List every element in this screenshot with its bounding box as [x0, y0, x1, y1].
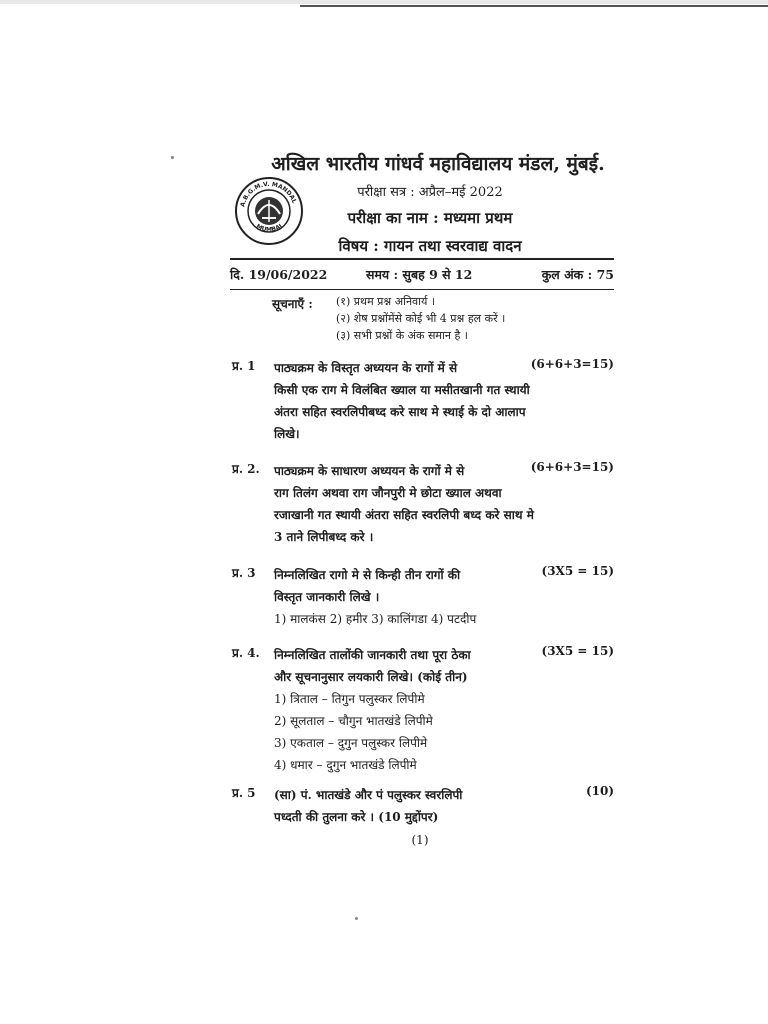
scan-speck [171, 156, 174, 159]
exam-session: परीक्षा सत्र : अप्रैल–मई 2022 [357, 185, 503, 200]
tala-option: 2) सूलताल – चौगुन भातखंडे लिपीमे [274, 714, 433, 728]
instruction-item: (३) सभी प्रश्नों के अंक समान है । [336, 329, 468, 342]
svg-text:A.B.G.M.V. MANDAL: A.B.G.M.V. MANDAL [239, 180, 298, 208]
instructions-list [336, 293, 505, 344]
institution-name: अखिल भारतीय गांधर्व महाविद्यालय मंडल, मुंबई. [271, 153, 605, 175]
question-number: प्र. 1 [232, 359, 256, 373]
instruction-item: (१) प्रथम प्रश्न अनिवार्य । [336, 295, 436, 308]
total-marks: कुल अंक : 75 [541, 267, 614, 282]
exam-date: दि. 19/06/2022 [230, 267, 328, 282]
question-number: प्र. 3 [232, 566, 256, 580]
institution-seal-logo [234, 176, 304, 246]
page-number: (1) [411, 833, 429, 847]
tala-option: 1) त्रिताल – तिगुन पलुस्कर लिपीमे [274, 692, 425, 706]
instruction-item: (२) शेष प्रश्नोंमेंसे कोई भी 4 प्रश्न हल करें । [336, 312, 506, 325]
question-text: (सा) पं. भातखंडे और पं पलुस्कर स्वरलिपी पध्दती की तुलना करे । (10 मुद्दोंपर) [274, 788, 463, 824]
header-rule [230, 258, 614, 260]
question-text: निम्नलिखित रागो मे से किन्ही तीन रागों की विस्तृत जानकारी लिखे । 1) मालकंस 2) हमीर 3) कालिंगडा 4) पटदीप [274, 564, 524, 630]
question-options: 1) मालकंस 2) हमीर 3) कालिंगडा 4) पटदीप [274, 612, 477, 626]
question-marks: (10) [585, 784, 614, 798]
question-number: प्र. 5 [232, 786, 256, 800]
scan-line [300, 5, 768, 7]
question-text: पाठ्यक्रम के साधारण अध्ययन के रागों मे से राग तिलंग अथवा राग जौनपुरी मे छोटा ख्याल अथवा रजाखानी गत स्थायी अंतरा सहित स्वरलिपी बध्द करे साथ मे 3 ताने लिपीबध्द करे । [274, 464, 534, 544]
exam-subject: विषय : गायन तथा स्वरवाद्य वादन [338, 237, 522, 255]
question-marks: (3X5 = 15) [541, 644, 614, 658]
tala-option: 4) धमार – दुगुन भातखंडे लिपीमे [274, 758, 417, 772]
question-number: प्र. 4. [232, 646, 260, 660]
exam-name: परीक्षा का नाम : मध्यमा प्रथम [347, 209, 513, 227]
question-marks: (3X5 = 15) [541, 564, 614, 578]
question-marks: (6+6+3=15) [530, 460, 614, 474]
info-rule [230, 289, 614, 290]
svg-text:MUMBAI: MUMBAI [254, 222, 284, 234]
exam-time: समय : सुबह 9 से 12 [366, 267, 473, 282]
question-number: प्र. 2. [232, 462, 260, 476]
question-marks: (6+6+3=15) [530, 357, 614, 371]
question-text: पाठ्यक्रम के विस्तृत अध्ययन के रागों में से किसी एक राग मे विलंबित ख्याल या मसीतखानी गत स्थायी अंतरा सहित स्वरलिपीबध्द करे साथ मे स्थाई के दो आलाप लिखे। [274, 361, 530, 441]
tala-option: 3) एकताल – दुगुन पलुस्कर लिपीमे [274, 736, 428, 750]
scan-edge [0, 0, 768, 4]
question-text: निम्नलिखित तालोंकी जानकारी तथा पूरा ठेका और सूचनानुसार लयकारी लिखे। (कोई तीन) 1) त्रिताल – तिगुन पलुस्कर लिपीमे 2) सूलताल – चौगुन भातखंडे लिपीमे 3) एकताल – दुगुन पलुस्कर लिपीमे 4) धमार – दुगुन भातखंडे लिपीमे [274, 644, 524, 776]
scan-speck [355, 917, 358, 920]
instructions-label: सूचनाएँ : [272, 297, 313, 311]
